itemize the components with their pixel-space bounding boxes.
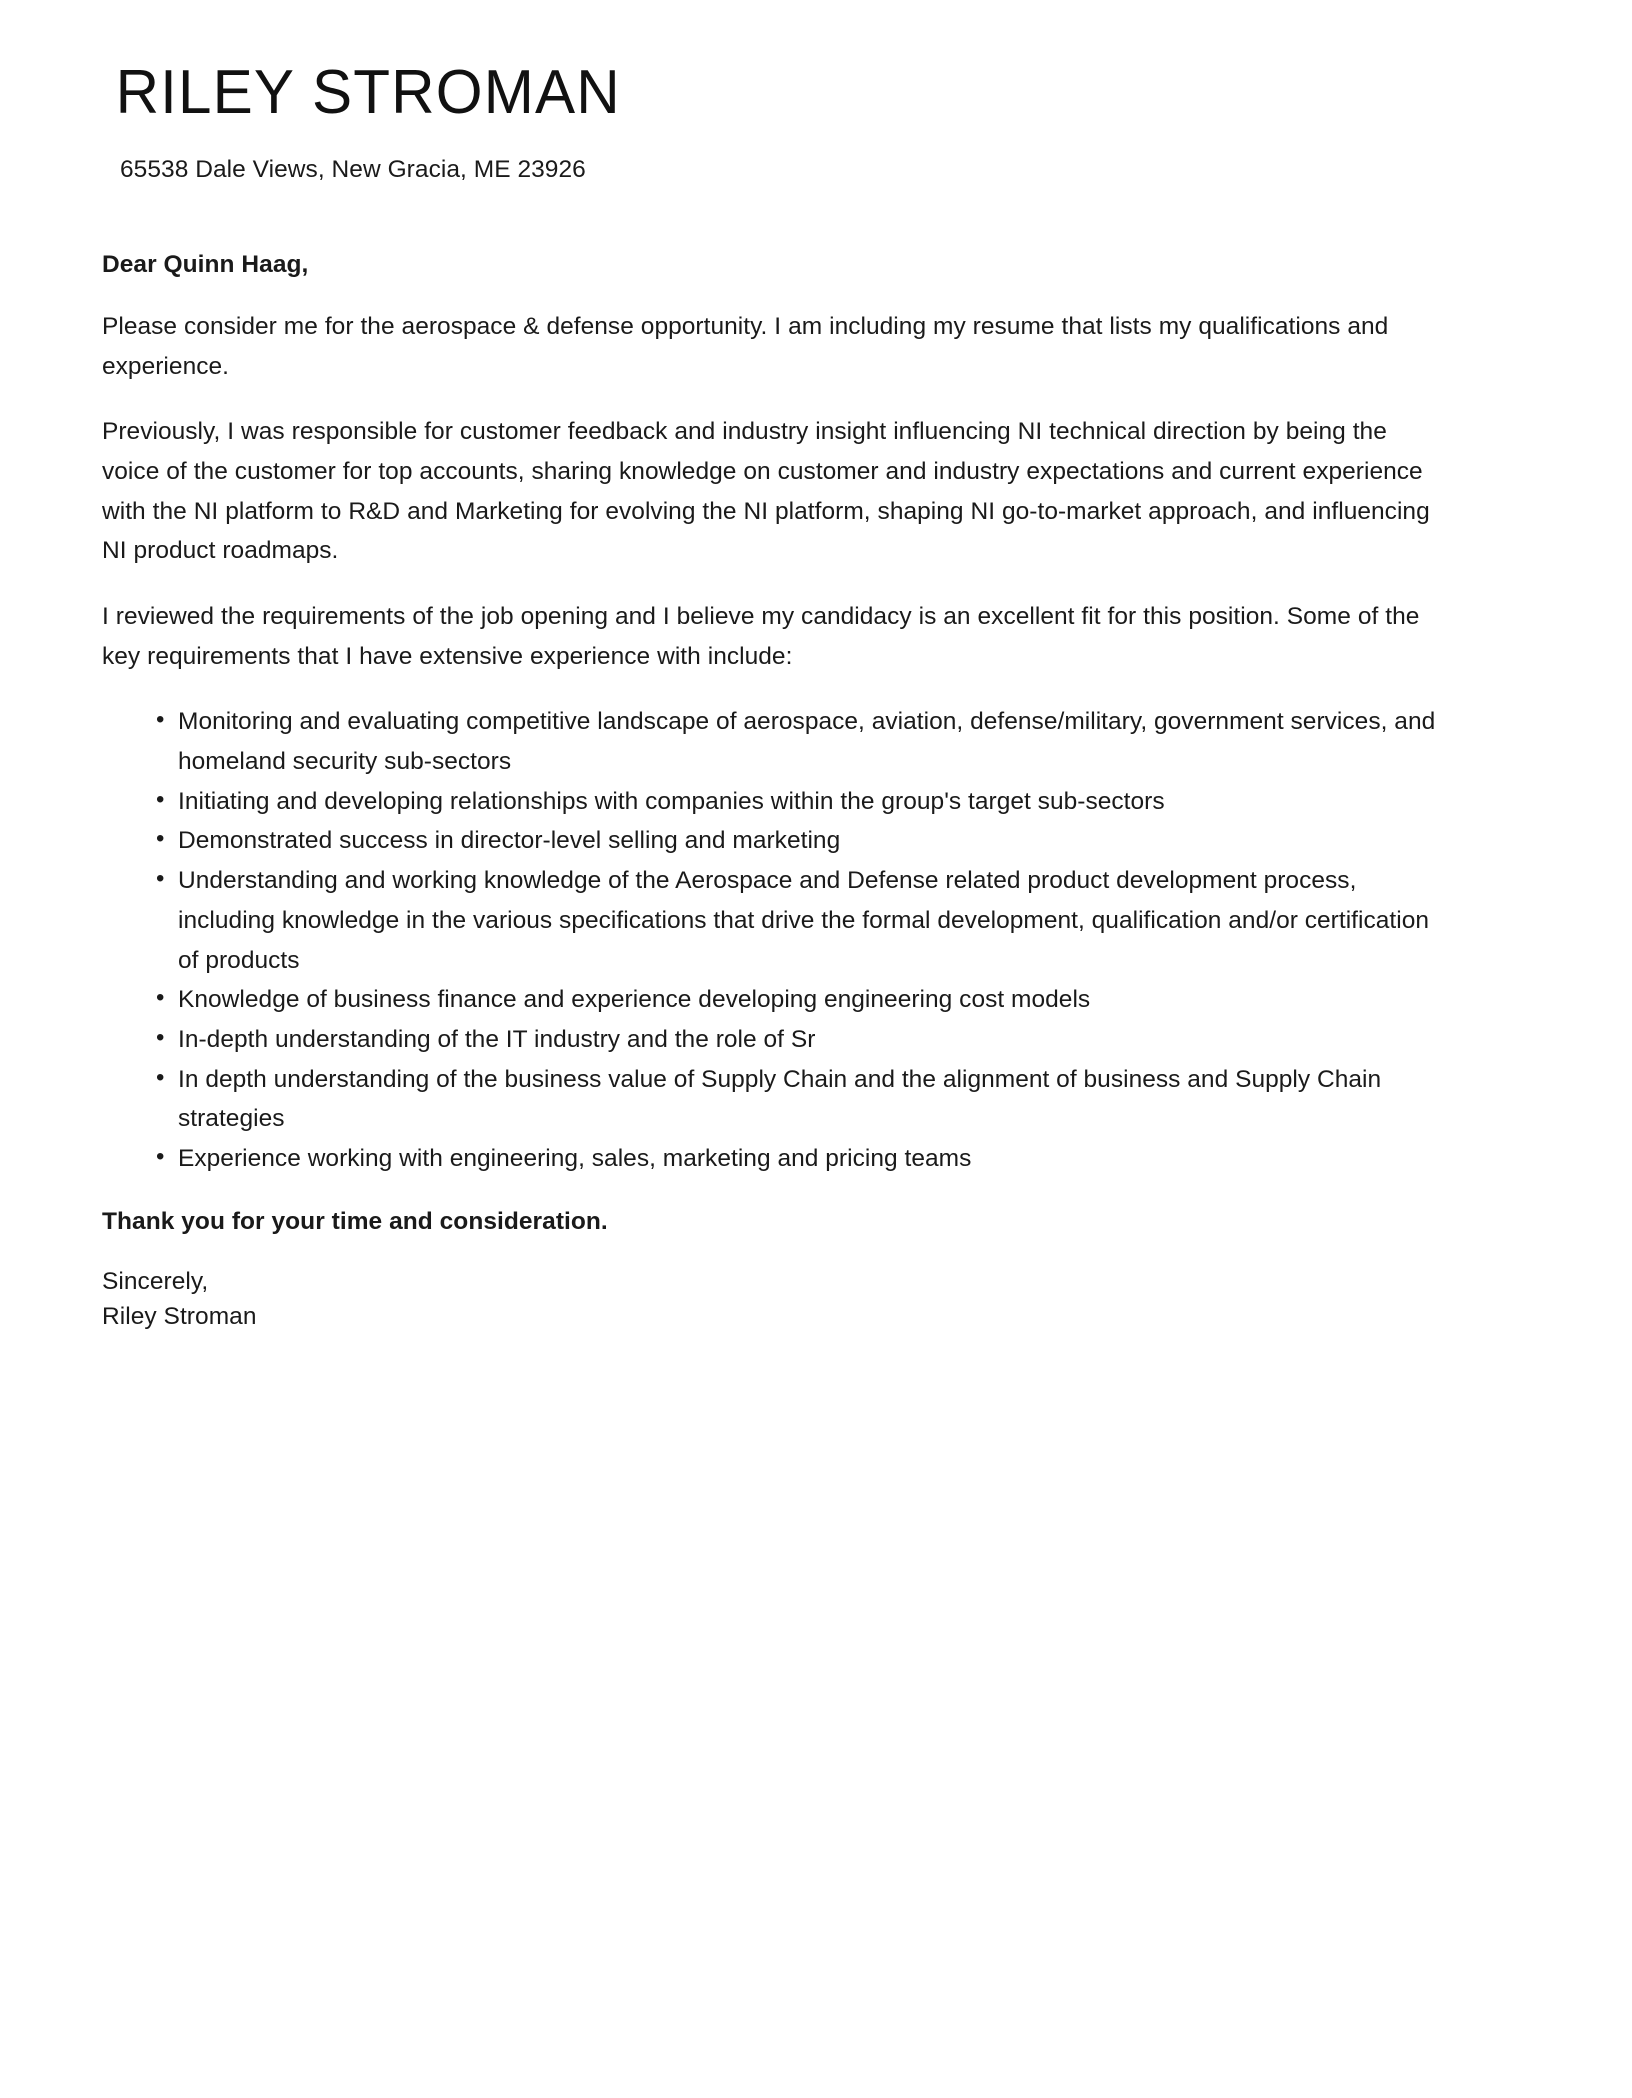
- list-item: • In-depth understanding of the IT industry and the role of Sr: [156, 1020, 1444, 1060]
- paragraph-intro: Please consider me for the aerospace & defense opportunity. I am including my resume that lists my qualifications and experience.: [102, 312, 1389, 380]
- list-item: • In depth understanding of the business value of Supply Chain and the alignment of business and Supply Chain strategies: [156, 1060, 1444, 1139]
- list-item: • Initiating and developing relationships with companies within the group's target sub-sectors: [156, 782, 1444, 822]
- letter-body: [102, 186, 1444, 1333]
- letter-content: [102, 0, 1522, 1335]
- signature-block: [102, 1265, 1444, 1333]
- applicant-address: 65538 Dale Views, New Gracia, ME 23926: [120, 156, 586, 183]
- salutation: Dear Quinn Haag,: [102, 250, 309, 278]
- list-item: • Knowledge of business finance and experience developing engineering cost models: [156, 980, 1444, 1020]
- signoff-line: Sincerely,: [102, 1267, 209, 1295]
- paragraph-requirements-intro: I reviewed the requirements of the job opening and I believe my candidacy is an excellent fit for this position. Some of the key requirements that I have extensive experience with include:: [102, 603, 1420, 670]
- list-item: • Understanding and working knowledge of the Aerospace and Defense related product development process, including knowledge in the various specifications that drive the formal development, qualification and/or certification of products: [156, 861, 1444, 980]
- list-item: • Experience working with engineering, sales, marketing and pricing teams: [156, 1139, 1444, 1179]
- signature-name: Riley Stroman: [102, 1303, 257, 1331]
- list-item: • Monitoring and evaluating competitive landscape of aerospace, aviation, defense/military, government services, and homeland security sub-sectors: [156, 702, 1444, 781]
- closing-thanks: Thank you for your time and consideration.: [102, 1207, 608, 1235]
- requirements-list: [102, 702, 1444, 1178]
- list-item: • Demonstrated success in director-level selling and marketing: [156, 821, 1444, 861]
- page-title: RILEY STROMAN: [115, 58, 621, 127]
- paragraph-experience: Previously, I was responsible for customer feedback and industry insight influencing NI technical direction by being the voice of the customer for top accounts, sharing knowledge on customer and industry expectations and current experience with the NI platform to R&D and Marketing for evolving the NI platform, shaping NI go-to-market approach, and influencing NI product roadmaps.: [102, 418, 1430, 565]
